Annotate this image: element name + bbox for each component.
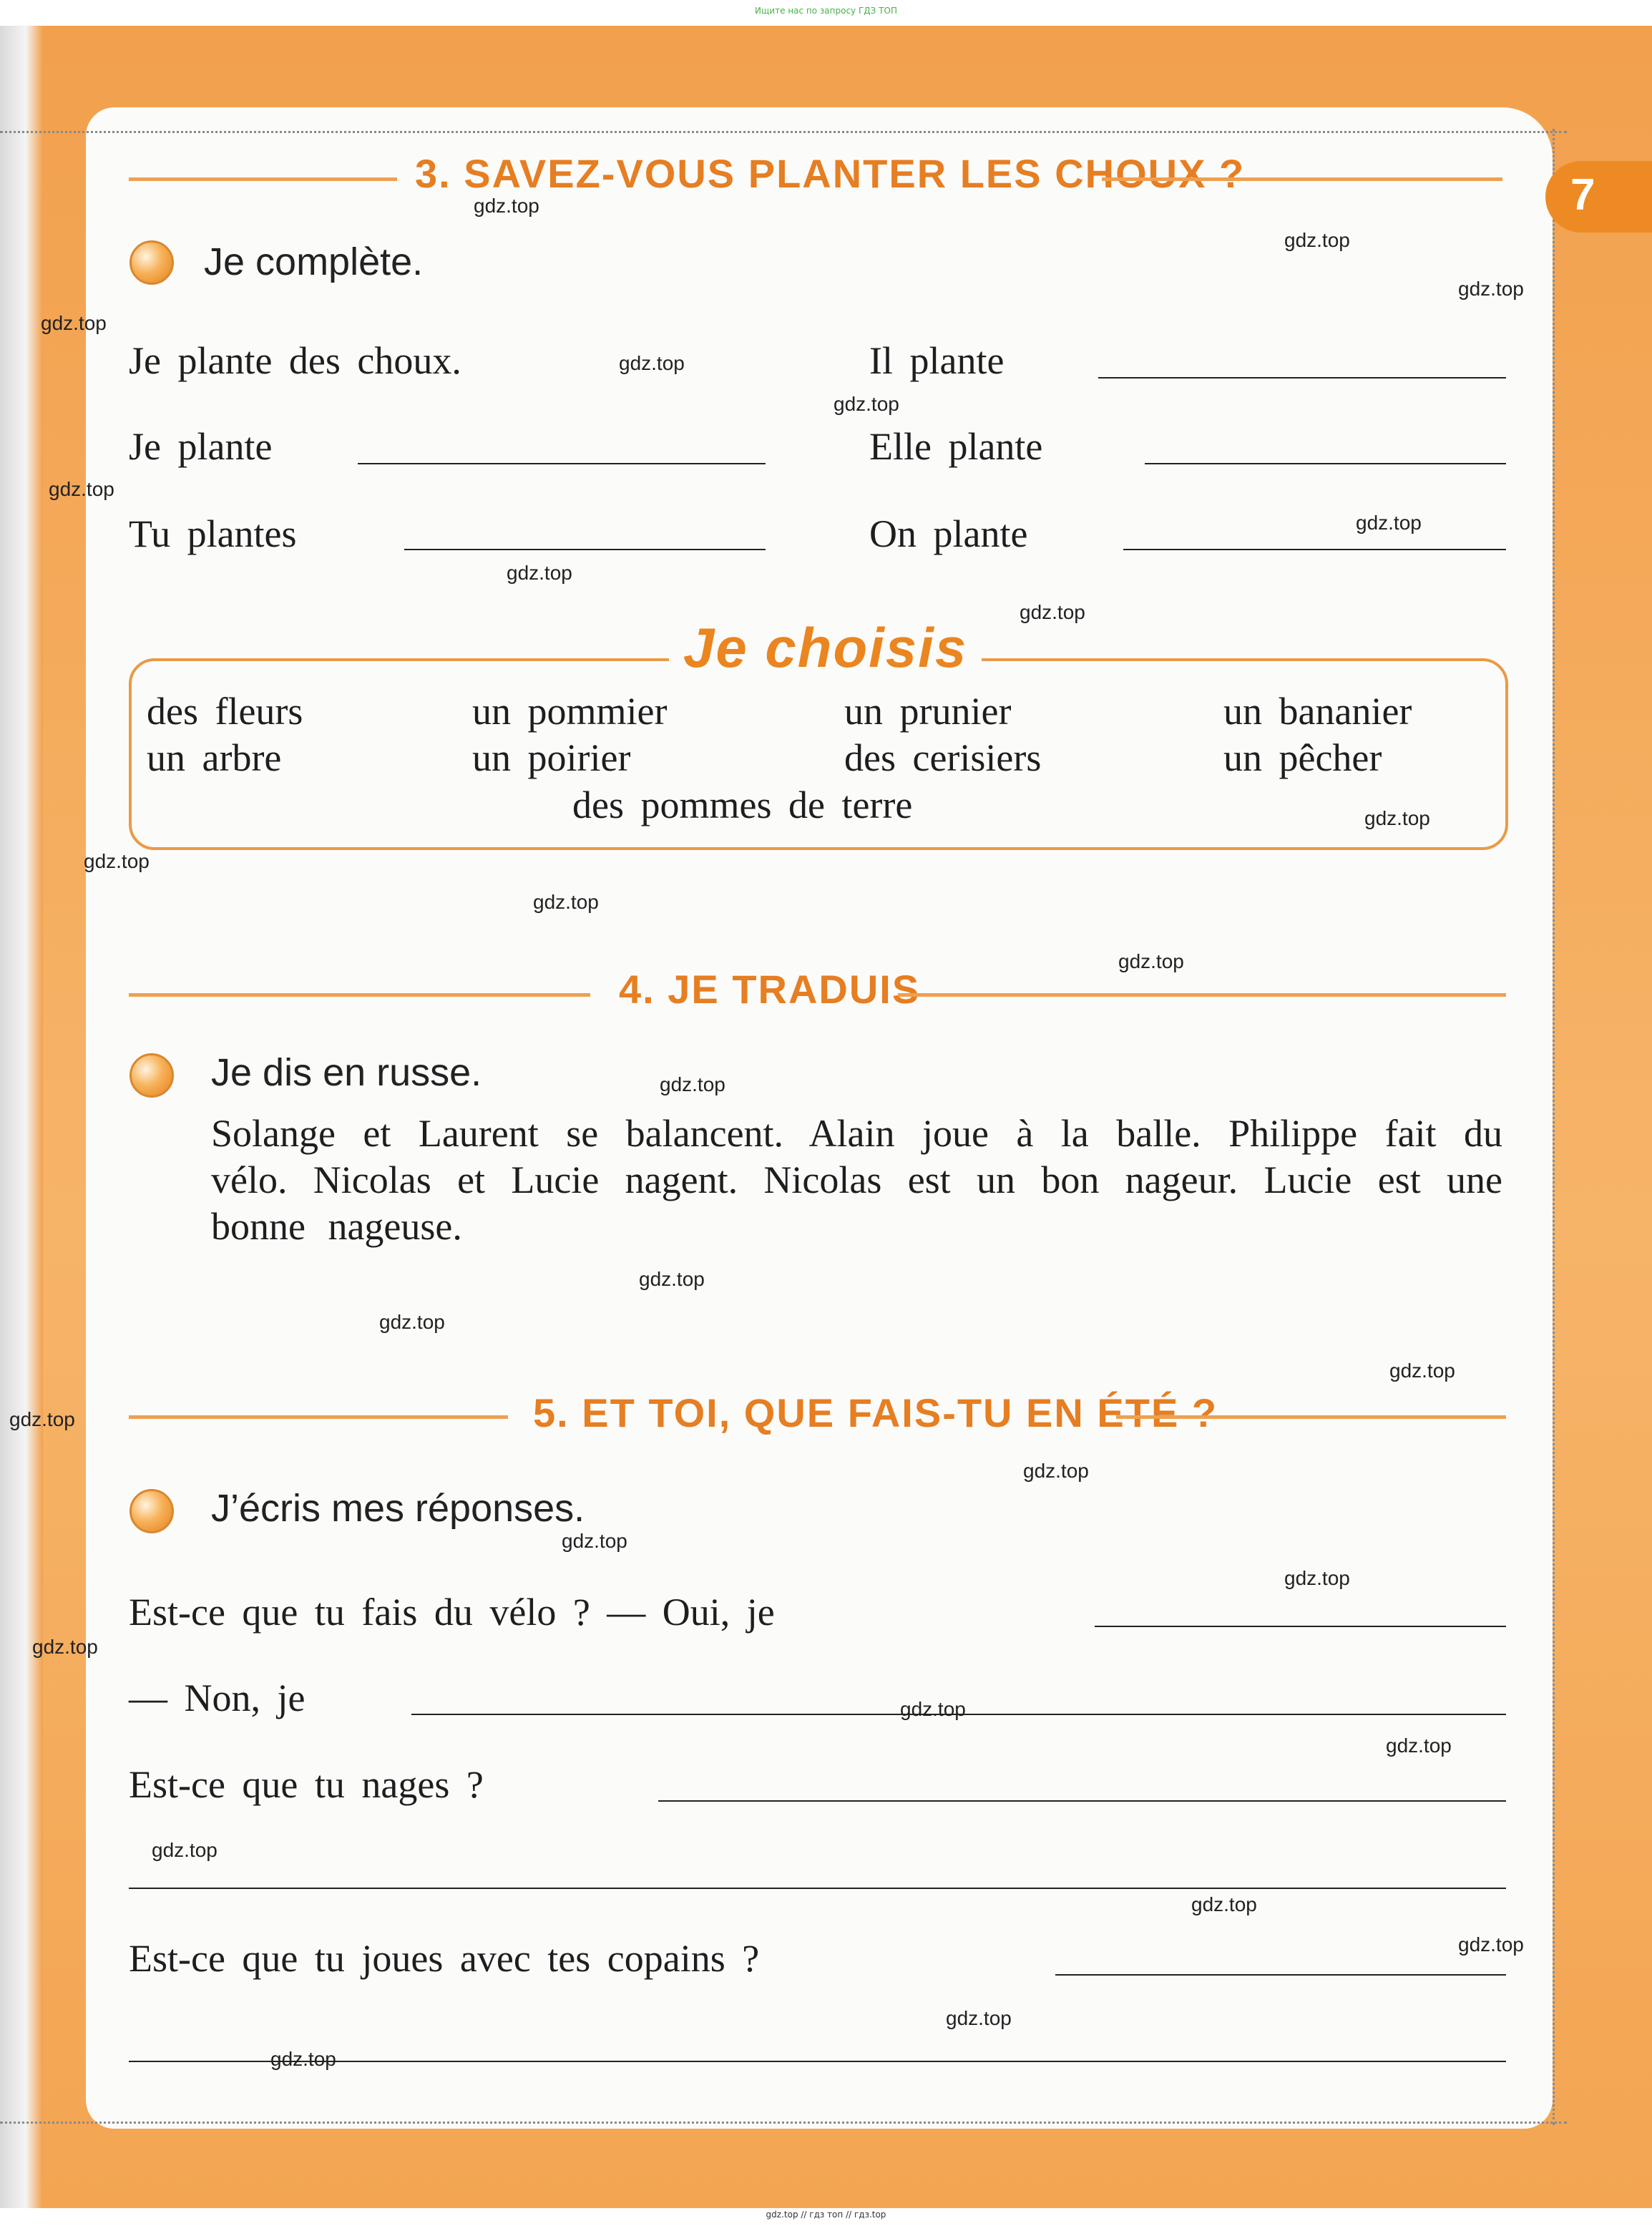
orange-bullet-icon: [129, 240, 174, 285]
row3-left-answer-line: [404, 549, 766, 550]
orange-bullet-icon: [129, 1053, 174, 1098]
section4-instruction: Je dis en russe.: [211, 1051, 482, 1094]
watermark: gdz.top: [84, 850, 150, 872]
section4-text: Solange et Laurent se balancent. Alain joue à la balle. Philippe fait du vélo. Nicolas et Lucie nagent. Nicolas est un bon nageur. Lucie est une bonne nageuse.: [211, 1112, 1502, 1248]
watermark: gdz.top: [1020, 601, 1085, 623]
q3-answer-line: [1055, 1974, 1506, 1976]
row2-right-answer-line: [1145, 463, 1506, 464]
word-option: un poirier: [472, 736, 631, 779]
book-spine-strip: [0, 26, 43, 2208]
watermark: gdz.top: [639, 1268, 705, 1290]
watermark: gdz.top: [270, 2048, 336, 2070]
row1-right: Il plante: [869, 339, 1005, 382]
watermark: gdz.top: [1284, 229, 1350, 251]
watermark: gdz.top: [900, 1698, 966, 1720]
section4-title: 4. JE TRADUIS: [619, 967, 921, 1012]
watermark: gdz.top: [9, 1408, 75, 1430]
row3-right: On plante: [869, 512, 1028, 555]
page-number: 7: [1570, 170, 1595, 220]
section4-rule-left: [129, 993, 590, 997]
dotted-border-top: [0, 131, 1567, 133]
row3-left: Tu plantes: [129, 512, 297, 555]
top-note: Ищите нас по запросу ГДЗ ТОП: [755, 6, 897, 16]
watermark: gdz.top: [1356, 512, 1422, 534]
watermark: gdz.top: [834, 393, 899, 415]
section5-rule-right: [1116, 1415, 1506, 1419]
row2-right: Elle plante: [869, 425, 1043, 468]
word-option: un prunier: [844, 690, 1012, 733]
watermark: gdz.top: [474, 195, 539, 217]
watermark: gdz.top: [1458, 1933, 1524, 1956]
watermark: gdz.top: [1389, 1359, 1455, 1382]
word-option: un pommier: [472, 690, 668, 733]
section3-rule-right: [1102, 177, 1502, 181]
q1-answer-line: [1095, 1626, 1506, 1627]
section3-title: 3. SAVEZ-VOUS PLANTER LES CHOUX ?: [415, 151, 1246, 196]
row2-left: Je plante: [129, 425, 273, 468]
watermark: gdz.top: [1118, 950, 1184, 972]
question1-negative: — Non, je: [129, 1676, 306, 1719]
watermark: gdz.top: [1284, 1567, 1350, 1589]
watermark: gdz.top: [533, 891, 599, 913]
watermark: gdz.top: [152, 1839, 218, 1861]
dotted-border-bottom: [0, 2122, 1567, 2124]
q2-answer-line: [658, 1800, 1506, 1802]
word-option: un bananier: [1223, 690, 1412, 733]
word-option: des cerisiers: [844, 736, 1042, 779]
word-option: un pêcher: [1223, 736, 1382, 779]
row2-left-answer-line: [358, 463, 766, 464]
question3: Est-ce que tu joues avec tes copains ?: [129, 1937, 760, 1980]
watermark: gdz.top: [1386, 1734, 1452, 1757]
section5-instruction: J’écris mes réponses.: [211, 1487, 585, 1530]
word-option: un arbre: [147, 736, 282, 779]
watermark: gdz.top: [660, 1073, 725, 1095]
watermark: gdz.top: [946, 2007, 1012, 2029]
word-option: des fleurs: [147, 690, 303, 733]
word-option: des pommes de terre: [572, 784, 913, 826]
section4-rule-right: [898, 993, 1506, 997]
watermark: gdz.top: [507, 562, 572, 584]
question2: Est-ce que tu nages ?: [129, 1763, 484, 1806]
row1-answer-line: [1098, 377, 1506, 379]
watermark: gdz.top: [41, 312, 107, 334]
watermark: gdz.top: [619, 352, 685, 374]
question1: Est-ce que tu fais du vélo ? — Oui, je: [129, 1591, 775, 1634]
watermark: gdz.top: [1364, 807, 1430, 829]
q2-answer-line-2: [129, 1888, 1506, 1889]
watermark: gdz.top: [379, 1311, 445, 1333]
section3-rule-left: [129, 177, 397, 181]
watermark: gdz.top: [1458, 278, 1524, 300]
row1-left: Je plante des choux.: [129, 339, 461, 382]
watermark: gdz.top: [1191, 1893, 1257, 1915]
orange-bullet-icon: [129, 1489, 174, 1533]
watermark: gdz.top: [1023, 1460, 1089, 1482]
watermark: gdz.top: [562, 1530, 627, 1552]
dotted-border-right: [1553, 129, 1555, 2125]
page-number-tab: [1545, 161, 1652, 233]
row3-right-answer-line: [1123, 549, 1506, 550]
section5-rule-left: [129, 1415, 508, 1419]
choose-title: Je choisis: [669, 615, 982, 680]
bottom-note: gdz.top // гдз топ // гдз.top: [766, 2210, 886, 2220]
watermark: gdz.top: [49, 478, 114, 500]
watermark: gdz.top: [32, 1636, 98, 1658]
section5-title: 5. ET TOI, QUE FAIS-TU EN ÉTÉ ?: [533, 1390, 1218, 1435]
section3-instruction: Je complète.: [204, 240, 424, 283]
